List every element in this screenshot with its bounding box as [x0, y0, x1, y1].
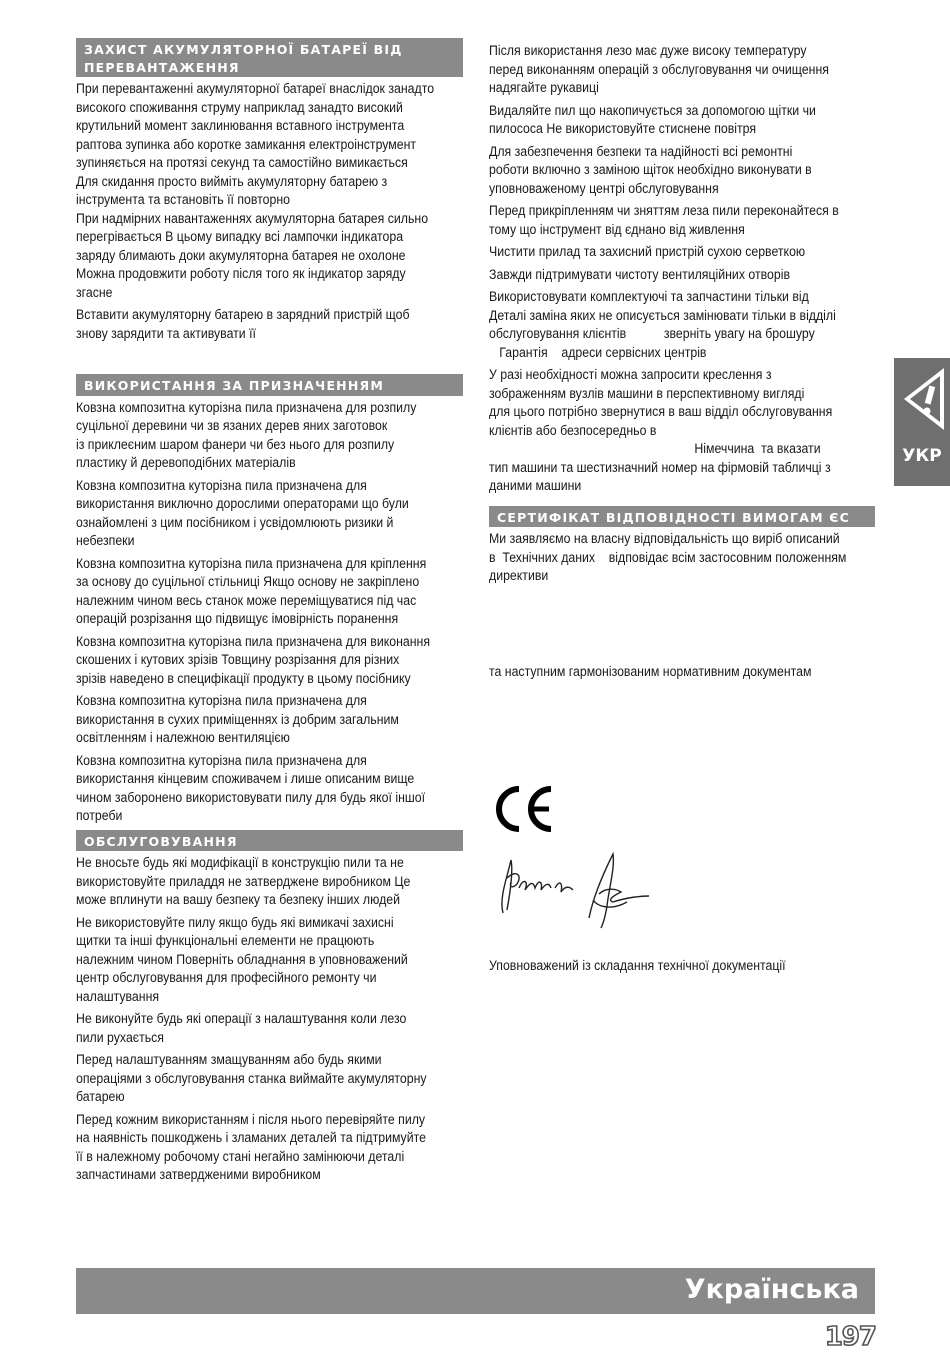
text-line: із приклеєним шаром фанери чи без нього для розпилу — [76, 436, 395, 452]
text-line: Ковзна композитна куторізна пила призначена для — [76, 477, 367, 493]
text-line: раптова зупинка або коротке замикання електроінструмент — [76, 136, 417, 152]
ce-mark-icon — [493, 785, 557, 838]
text-line: Перед кожним використанням і після нього перевіряйте пилу — [76, 1111, 426, 1127]
text-line: даними машини — [489, 478, 582, 493]
paragraph — [76, 1010, 461, 1047]
text-line: високого споживання струму наприклад занадто високий — [76, 99, 403, 115]
text-line: налаштування — [76, 988, 160, 1004]
text-line: зображенням вузлів машини в перспективному вигляді — [489, 385, 805, 401]
text-line: клієнтів або безпосередньо в — [489, 422, 657, 438]
authorized-text — [489, 957, 844, 976]
text-line: Ковзна композитна куторізна пила призначена для кріплення — [76, 555, 427, 571]
section-header-battery-protection — [76, 38, 463, 77]
paragraph — [76, 914, 461, 1007]
text-line: скошених і кутових зрізів Товщину розрізання для різних — [76, 652, 400, 667]
text-line: пилососа Не використовуйте стиснене повітря — [489, 121, 757, 136]
paragraph — [76, 692, 461, 748]
text-line: Ковзна композитна куторізна пила призначена для розпилу — [76, 399, 417, 415]
text-line: зрізів наведено в специфікації продукту в цьому посібнику — [76, 670, 411, 686]
language-label: УКР — [902, 446, 942, 466]
section-header-ce-declaration — [489, 506, 875, 528]
text-line: суцільної деревини чи зв язаних дерев яних заготовок — [76, 418, 388, 433]
text-line: Ковзна композитна куторізна пила призначена для виконання — [76, 633, 431, 649]
header-line: ОБСЛУГОВУВАННЯ — [84, 833, 238, 849]
text-line: Ковзна композитна куторізна пила призначена для — [76, 693, 367, 708]
text-line: чином заборонено використовувати пилу для будь якої іншої — [76, 789, 426, 805]
text-line: Для забезпечення безпеки та надійності всі ремонтні — [489, 143, 793, 159]
text-line: Ми заявляємо на власну відповідальність що виріб описаний — [489, 531, 840, 546]
page-number: 197 — [824, 1322, 876, 1352]
text-line: Гарантія адреси сервісних центрів — [489, 344, 707, 360]
text-line: Деталі заміна яких не описується замінювати тільки в відділі — [489, 307, 836, 323]
paragraph — [76, 80, 461, 302]
header-line: ЗАХИСТ АКУМУЛЯТОРНОЇ БАТАРЕЇ ВІД — [84, 42, 403, 57]
text-line: Для скидання просто вийміть акумуляторну батарею з — [76, 173, 388, 189]
text-line: потреби — [76, 808, 123, 823]
text-line: ознайомлені з цим посібником і усвідомлюють ризики й — [76, 514, 394, 530]
paragraph — [76, 555, 461, 629]
paragraph — [76, 306, 461, 343]
text-line: уповноваженому центрі обслуговування — [489, 180, 719, 196]
paragraph — [489, 366, 873, 496]
text-line: пластику й деревоподібних матеріалів — [76, 455, 296, 470]
text-line: При перевантаженні акумуляторної батареї внаслідок занадто — [76, 81, 435, 96]
footer-bar — [76, 1268, 875, 1314]
text-line: Уповноважений із складання технічної документації — [489, 958, 786, 973]
text-line: Використовувати комплектуючі та запчастини тільки від — [489, 289, 809, 304]
text-line: тип машини та шестизначний номер на фірмовій табличці з — [489, 459, 831, 475]
text-line: запчастинами затвердженими виробником — [76, 1167, 321, 1182]
paragraph — [489, 42, 873, 98]
signature-image — [489, 848, 664, 938]
header-line: СЕРТИФІКАТ ВІДПОВІДНОСТІ ВИМОГАМ ЄС — [497, 509, 851, 525]
paragraph — [489, 243, 873, 262]
text-line: для цього потрібно звернутися в ваш відділ обслуговування — [489, 404, 833, 419]
text-line: використання виключно дорослими операторами що були — [76, 496, 409, 511]
text-line: Перед налаштуванням змащуванням або будь якими — [76, 1052, 382, 1067]
text-line: заряду блимають доки акумуляторна батарея не охолоне — [76, 247, 406, 263]
text-line: перед виконанням операцій з обслуговування чи очищення — [489, 61, 829, 77]
text-line: операцій розрізання що підвищує імовірність поранення — [76, 611, 399, 626]
text-line: на наявність пошкоджень і зламаних деталей та підтримуйте — [76, 1130, 426, 1145]
text-line: в Технічних даних відповідає всім застосовним положенням — [489, 549, 847, 565]
paragraph — [76, 1111, 461, 1185]
text-line: При надмірних навантаженнях акумуляторна батарея сильно — [76, 210, 429, 226]
footer-language-title: Українська — [684, 1274, 859, 1305]
section-header-intended-use — [76, 374, 463, 396]
paragraph — [489, 288, 873, 362]
text-line: центр обслуговування для професійного ремонту чи — [76, 970, 377, 985]
paragraph — [489, 143, 873, 199]
paragraph — [76, 477, 461, 551]
text-line: її в належному робочому стані негайно замінюючи деталі — [76, 1148, 405, 1164]
text-line: У разі необхідності можна запросити креслення з — [489, 367, 772, 382]
text-line: обслуговування клієнтів зверніть увагу на брошуру — [489, 326, 815, 341]
header-line: ВИКОРИСТАННЯ ЗА ПРИЗНАЧЕННЯМ — [84, 378, 384, 393]
paragraph — [489, 202, 873, 239]
text-line: Німеччина та вказати — [489, 441, 821, 456]
text-line: операціями з обслуговування станка виймайте акумуляторну — [76, 1070, 427, 1086]
text-line: батарею — [76, 1089, 125, 1104]
paragraph — [76, 752, 461, 826]
text-line: знову зарядити та активувати її — [76, 325, 256, 341]
text-line: надягайте рукавиці — [489, 80, 599, 95]
text-line: Видаляйте пил що накопичується за допомогою щітки чи — [489, 102, 816, 118]
ce-declaration-text — [489, 530, 873, 586]
text-line: та наступним гармонізованим нормативним документам — [489, 664, 812, 679]
text-line: інструмента та встановіть її повторно — [76, 192, 291, 207]
warning-icon — [900, 364, 946, 437]
text-line: директиви — [489, 568, 549, 583]
text-line: Не виконуйте будь які операції з налаштування коли лезо — [76, 1011, 407, 1026]
header-line: ПЕРЕВАНТАЖЕННЯ — [84, 59, 240, 75]
text-line: Можна продовжити роботу після того як індикатор заряду — [76, 266, 406, 281]
right-column — [489, 42, 875, 590]
paragraph — [76, 633, 461, 689]
text-line: роботи включно з заміною щіток необхідно виконувати в — [489, 162, 812, 177]
text-line: Перед прикріпленням чи зняттям леза пили переконайтеся в — [489, 203, 839, 218]
paragraph — [76, 399, 461, 473]
text-line: за основу до суцільної стільниці Якщо основу не закріплено — [76, 574, 420, 589]
text-line: використання в сухих приміщеннях із добрим загальним — [76, 711, 399, 727]
standards-text — [489, 663, 844, 682]
paragraph — [76, 1051, 461, 1107]
text-line: крутильний момент заклинювання вставного інструмента — [76, 118, 405, 133]
text-line: перегрівається В цьому випадку всі лампочки індикатора — [76, 229, 404, 244]
text-line: щитки та інші функціональні елементи не працюють — [76, 933, 375, 948]
section-header-maintenance — [76, 830, 463, 852]
text-line: використання кінцевим споживачем і лише описаним вище — [76, 771, 415, 786]
text-line: належним чином весь станок може переміщуватися під час — [76, 592, 417, 608]
text-line: освітленням і належною вентиляцією — [76, 730, 290, 745]
paragraph — [489, 266, 873, 285]
text-line: небезпеки — [76, 533, 135, 548]
text-line: зупиняється на протязі секунд та самостійно вимикається — [76, 155, 408, 170]
text-line: пили рухається — [76, 1029, 164, 1045]
language-side-tab — [894, 358, 950, 486]
text-line: може вплинути на вашу безпеку та безпеку інших людей — [76, 892, 400, 907]
text-line: Вставити акумуляторну батарею в зарядний пристрій щоб — [76, 307, 410, 322]
text-line: використовуйте приладдя не затверджене виробником Це — [76, 873, 411, 889]
text-line: Чистити прилад та захисний пристрій сухою серветкою — [489, 244, 806, 259]
text-line: Завжди підтримувати чистоту вентиляційних отворів — [489, 266, 791, 282]
text-line: тому що інструмент від єднано від живлення — [489, 221, 745, 237]
text-line: Не вносьте будь які модифікації в конструкцію пили та не — [76, 855, 404, 870]
text-line: Після використання лезо має дуже високу температуру — [489, 43, 807, 58]
text-line: Ковзна композитна куторізна пила призначена для — [76, 752, 367, 768]
paragraph — [489, 102, 873, 139]
left-column — [76, 38, 463, 1189]
text-line: Не використовуйте пилу якщо будь які вимикачі захисні — [76, 914, 394, 930]
text-line: належним чином Поверніть обладнання в уповноважений — [76, 951, 408, 967]
paragraph — [76, 854, 461, 910]
text-line: згасне — [76, 284, 113, 300]
